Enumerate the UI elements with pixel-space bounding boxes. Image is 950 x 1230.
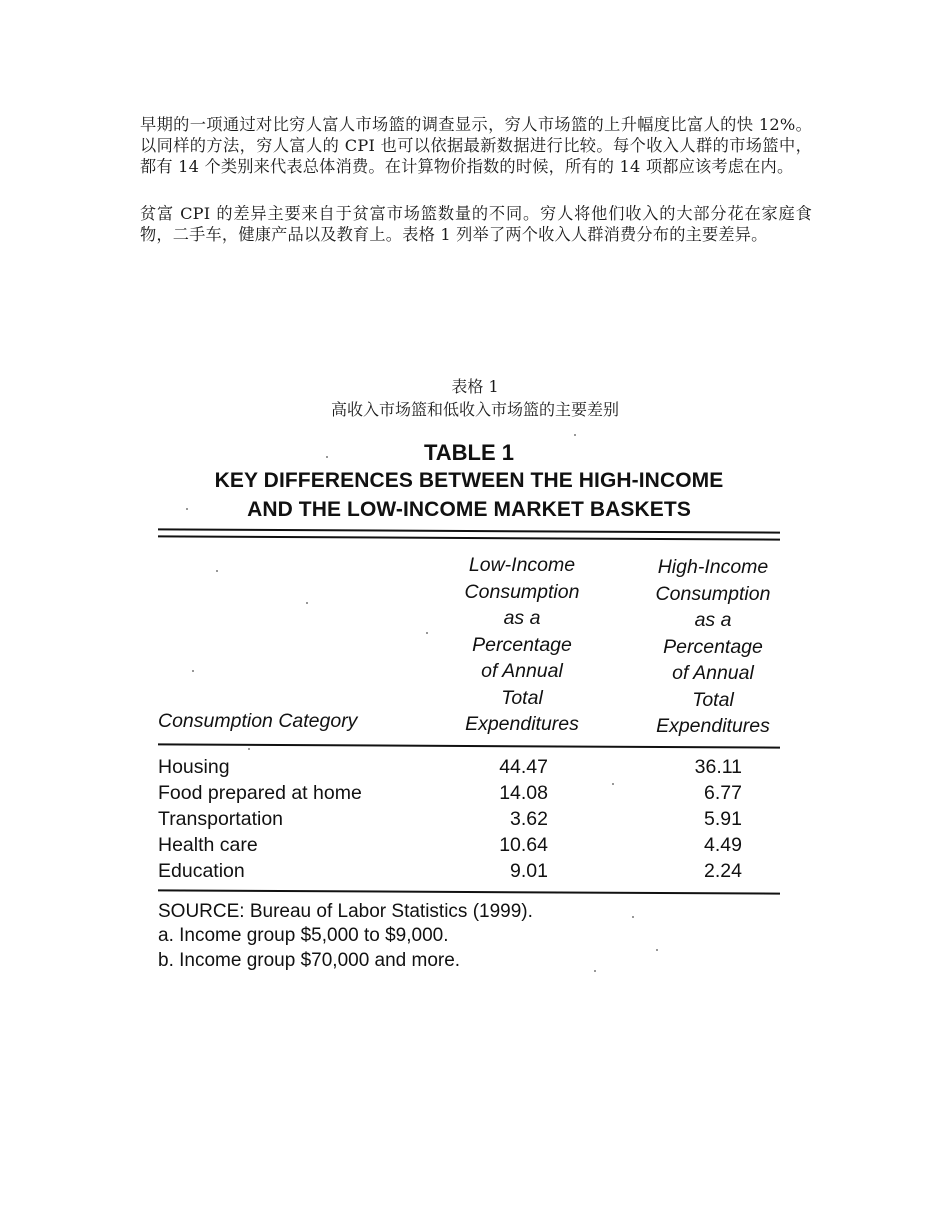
scanned-table-figure bbox=[156, 438, 782, 978]
table-subtitle-line1: KEY DIFFERENCES BETWEEN THE HIGH-INCOME bbox=[214, 469, 724, 492]
column-header-low-line: Percentage bbox=[472, 633, 572, 656]
scan-speck bbox=[186, 508, 188, 510]
row-category: Transportation bbox=[158, 808, 284, 830]
scan-speck bbox=[574, 434, 576, 436]
table-caption-label: 表格 1 bbox=[451, 377, 499, 396]
table-top-rule bbox=[158, 528, 780, 533]
table-caption-title: 高收入市场篮和低收入市场篮的主要差别 bbox=[330, 400, 619, 419]
table-row bbox=[156, 754, 782, 780]
row-low-income-value: 44.47 bbox=[499, 756, 548, 778]
table-row bbox=[156, 858, 782, 884]
row-low-income-value: 3.62 bbox=[510, 808, 548, 830]
row-high-income-value: 36.11 bbox=[694, 756, 742, 778]
row-low-income-value: 10.64 bbox=[499, 834, 548, 856]
scan-speck bbox=[326, 456, 328, 458]
row-low-income-value: 9.01 bbox=[510, 860, 548, 882]
scan-speck bbox=[656, 949, 658, 951]
scan-speck bbox=[248, 748, 250, 750]
intro-paragraph: 早期的一项通过对比穷人富人市场篮的调查显示，穷人市场篮的上升幅度比富人的快 12%。以同样的方法，穷人富人的 CPI 也可以依据最新数据进行比较。每个收入人群的市场篮中，都有 14 个类别来代表总体消费。在计算物价指数的时候，所有的 14 项都应该考虑在内。 bbox=[140, 115, 812, 176]
column-header-low-income bbox=[447, 552, 597, 738]
column-header-low-line: Low-Income bbox=[468, 554, 576, 576]
column-header-high-line: Percentage bbox=[663, 635, 763, 658]
column-header-low-line: Expenditures bbox=[465, 713, 579, 735]
column-header-high-income bbox=[638, 554, 788, 740]
table-source-note: SOURCE: Bureau of Labor Statistics (1999). bbox=[158, 901, 533, 922]
row-category: Housing bbox=[158, 756, 230, 778]
column-header-low-line: Total bbox=[501, 686, 543, 709]
table-subtitle-line2: AND THE LOW-INCOME MARKET BASKETS bbox=[247, 498, 691, 521]
table-title: TABLE 1 bbox=[423, 440, 515, 465]
scan-speck bbox=[612, 783, 614, 785]
column-header-high-line: High-Income bbox=[657, 556, 769, 578]
scan-speck bbox=[192, 670, 194, 672]
table-footnote-a: a. Income group $5,000 to $9,000. bbox=[158, 925, 449, 946]
scan-speck bbox=[632, 916, 634, 918]
column-header-low-line: of Annual bbox=[481, 660, 563, 682]
scan-speck bbox=[306, 602, 308, 604]
table-header-rule bbox=[158, 743, 780, 748]
row-high-income-value: 4.49 bbox=[704, 834, 742, 856]
table-footnote-b: b. Income group $70,000 and more. bbox=[158, 950, 461, 971]
column-header-category: Consumption Category bbox=[158, 710, 358, 732]
column-header-high-line: Expenditures bbox=[656, 715, 770, 737]
scan-speck bbox=[426, 632, 428, 634]
table-row bbox=[156, 806, 782, 832]
row-high-income-value: 6.77 bbox=[704, 782, 742, 804]
row-high-income-value: 5.91 bbox=[704, 808, 742, 830]
table-row bbox=[156, 780, 782, 806]
column-header-high-line: as a bbox=[694, 609, 732, 631]
table-bottom-rule bbox=[158, 889, 780, 894]
row-low-income-value: 14.08 bbox=[499, 782, 548, 804]
row-category: Health care bbox=[158, 834, 258, 856]
column-header-high-line: of Annual bbox=[672, 662, 754, 684]
row-high-income-value: 2.24 bbox=[704, 860, 742, 882]
scan-speck bbox=[594, 970, 596, 972]
row-category: Education bbox=[158, 860, 245, 882]
table-top-rule-inner bbox=[158, 535, 780, 540]
scan-speck bbox=[216, 570, 218, 572]
column-header-low-line: Consumption bbox=[464, 580, 580, 603]
column-header-high-line: Total bbox=[692, 688, 734, 711]
table-row bbox=[156, 832, 782, 858]
column-header-high-line: Consumption bbox=[655, 582, 771, 605]
row-category: Food prepared at home bbox=[158, 782, 362, 804]
column-header-low-line: as a bbox=[503, 607, 541, 629]
second-paragraph: 贫富 CPI 的差异主要来自于贫富市场篮数量的不同。穷人将他们收入的大部分花在家庭食物，二手车，健康产品以及教育上。表格 1 列举了两个收入人群消费分布的主要差异。 bbox=[140, 204, 812, 244]
